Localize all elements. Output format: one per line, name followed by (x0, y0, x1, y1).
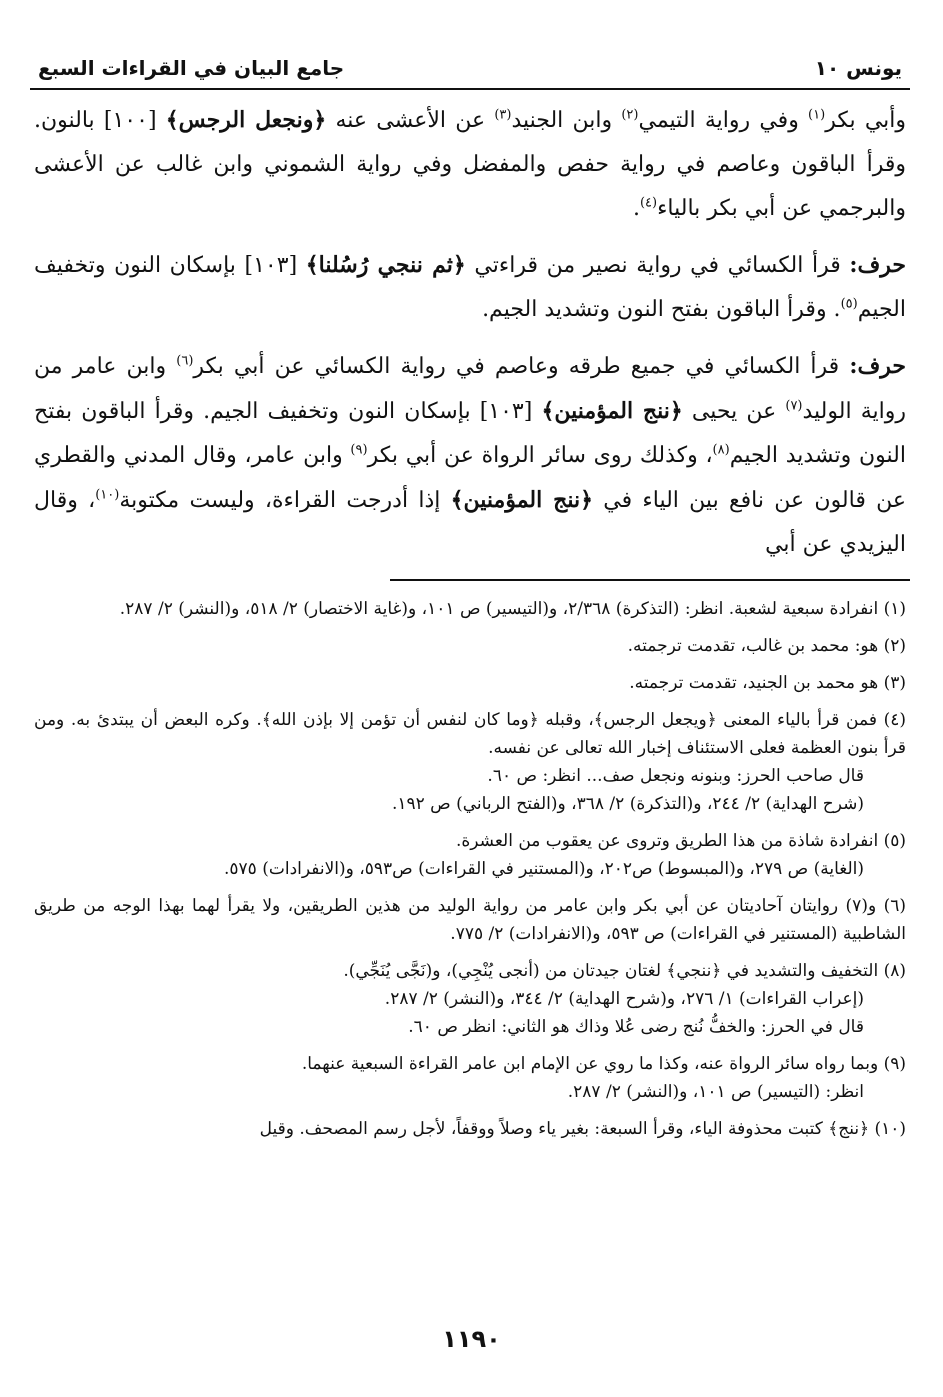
footnote-line: (الغاية) ص ٢٧٩، و(المبسوط) ص٢٠٢، و(المستنير في القراءات) ص٥٩٣، و(الانفرادات) ٥٧٥. (224, 859, 864, 879)
paragraph-3 (34, 344, 906, 567)
chapter-label: يونس ١٠ (814, 56, 902, 80)
text-run: . (632, 196, 640, 221)
text-run: وفي رواية التيمي (638, 108, 809, 133)
quran-quote: ﴿ننج المؤمنين﴾ (541, 398, 683, 424)
running-header (30, 50, 910, 90)
footnote-line: (١) انفرادة سبعية لشعبة. انظر: (التذكرة) ٢/٣٦٨، و(التيسير) ص ١٠١، و(غاية الاختصار) ٢/ ٥١٨، و(النشر) ٢/ ٢٨٧. (119, 599, 906, 619)
footnote-ref[interactable]: (٥) (840, 296, 858, 312)
text-run: قرأ الكسائي في جميع طرقه وعاصم في رواية الكسائي عن أبي بكر (193, 354, 850, 379)
footnote-line: انظر: (التيسير) ص ١٠١، و(النشر) ٢/ ٢٨٧. (567, 1082, 864, 1102)
footnote-9 (34, 1050, 906, 1106)
text-run: . وقرأ الباقون بفتح النون وتشديد الجيم. (482, 297, 841, 322)
footnote-ref[interactable]: (٩) (350, 442, 368, 458)
footnotes (30, 595, 910, 1143)
footnote-line: (٩) وبما رواه سائر الرواة عنه، وكذا ما روي عن الإمام ابن عامر القراءة السبعية عنهما. (301, 1054, 906, 1074)
footnote-ref[interactable]: (٦) (176, 353, 194, 369)
text-run: وابن عامر من رواية الوليد (34, 354, 906, 424)
footnote-divider (390, 579, 910, 581)
footnote-line: (١٠) ﴿ننج﴾ كتبت محذوفة الياء، وقرأ السبعة: بغير ياء وصلاً ووقفاً، لأجل رسم المصحف. وقيل (259, 1119, 906, 1139)
footnote-line: (إعراب القراءات) ١/ ٢٧٦، و(شرح الهداية) ٢/ ٣٤٤، و(النشر) ٢/ ٢٨٧. (384, 989, 864, 1009)
text-run: [١٠٠] بالنون. وقرأ الباقون وعاصم في رواية حفص والمفضل وفي رواية الشموني وابن غالب عن الأعشى والبرجمي عن أبي بكر بالياء (34, 108, 906, 221)
text-run: وأبي بكر (825, 108, 907, 133)
footnote-ref[interactable]: (٤) (639, 195, 658, 211)
footnote-line: (٨) التخفيف والتشديد في ﴿ننجي﴾ لغتان جيدتان من (أنجى يُنْجِي)، و(نَجَّى يُنَجِّي). (343, 961, 906, 981)
footnote-ref[interactable]: (٨) (712, 442, 730, 458)
text-run: [١٠٣] بإسكان النون وتخفيف الجيم. وقرأ الباقون بفتح النون وتشديد الجيم (34, 399, 906, 468)
footnote-line: (٤) فمن قرأ بالياء المعنى ﴿ويجعل الرجس﴾، وقبله ﴿وما كان لنفس أن تؤمن إلا بإذن الله﴾. وكره البعض أن يبتدئ به. ومن قرأ بنون العظمة فعلى الاستئناف إخبار الله تعالى عن نفسه. (34, 710, 906, 758)
text-run: عن يحيى (682, 399, 786, 424)
text-run: إذا أدرجت القراءة، وليست مكتوبة (119, 488, 451, 513)
footnote-line: (شرح الهداية) ٢/ ٢٤٤، و(التذكرة) ٢/ ٣٦٨، و(الفتح الرباني) ص ١٩٢. (391, 794, 864, 814)
paragraph-1 (34, 98, 906, 231)
page-number: ١١٩٠ (442, 1325, 501, 1353)
quran-quote: ﴿ننج المؤمنين﴾ (450, 487, 594, 513)
text-run: قرأ الكسائي في رواية نصير من قراءتي (465, 253, 850, 278)
footnote-6-7 (34, 892, 906, 948)
footnote-3 (34, 669, 906, 697)
book-title: جامع البيان في القراءات السبع (38, 56, 345, 80)
footnote-8 (34, 957, 906, 1041)
footnote-1 (34, 595, 906, 623)
text-run: ، وقال اليزيدي عن أبي (34, 488, 906, 557)
footnote-line: (٦) و(٧) روايتان آحاديتان عن أبي بكر وابن عامر من رواية الوليد من هذين الطريقين، ولا يقرأ لهما بهذا الوجه من طريق الشاطبية (المستنير في القراءات) ص ٥٩٣، و(الانفرادات) ٢/ ٧٧٥. (34, 896, 906, 944)
footnote-line: قال في الحرز: والخفُّ نُنج رضى عُلا وذاك هو الثاني: انظر ص ٦٠. (408, 1017, 864, 1037)
footnote-5 (34, 827, 906, 883)
footnote-ref[interactable]: (٣) (494, 107, 512, 123)
quran-quote: ﴿ونجعل الرجس﴾ (165, 107, 327, 133)
footnote-ref[interactable]: (١٠) (95, 487, 120, 503)
harf-label: حرف: (849, 252, 906, 278)
footnote-4 (34, 706, 906, 818)
main-text (30, 90, 910, 567)
text-run: ، وكذلك روى سائر الرواة عن أبي بكر (367, 443, 713, 468)
page (30, 50, 910, 1152)
footnote-line: (٣) هو محمد بن الجنيد، تقدمت ترجمته. (629, 673, 906, 693)
footnote-line: (٢) هو: محمد بن غالب، تقدمت ترجمته. (627, 636, 906, 656)
text-run: [١٠٣] بإسكان النون وتخفيف الجيم (34, 253, 906, 322)
text-run: وابن عامر، وقال المدني والقطري عن قالون عن نافع بين الياء في (34, 443, 906, 513)
footnote-2 (34, 632, 906, 660)
text-run: وابن الجنيد (511, 108, 622, 133)
paragraph-2 (34, 243, 906, 332)
text-run: عن الأعشى عنه (326, 108, 495, 133)
harf-label: حرف: (849, 353, 906, 379)
footnote-ref[interactable]: (١) (808, 107, 826, 123)
footnote-line: قال صاحب الحرز: وبنونه ونجعل صف... انظر: ص ٦٠. (487, 766, 864, 786)
footnote-ref[interactable]: (٢) (621, 107, 639, 123)
footnote-10 (34, 1115, 906, 1143)
footnote-line: (٥) انفرادة شاذة من هذا الطريق وتروى عن يعقوب من العشرة. (455, 831, 906, 851)
footnote-ref[interactable]: (٧) (785, 398, 803, 414)
quran-quote: ﴿ثم ننجي رُسُلنا﴾ (305, 252, 466, 278)
